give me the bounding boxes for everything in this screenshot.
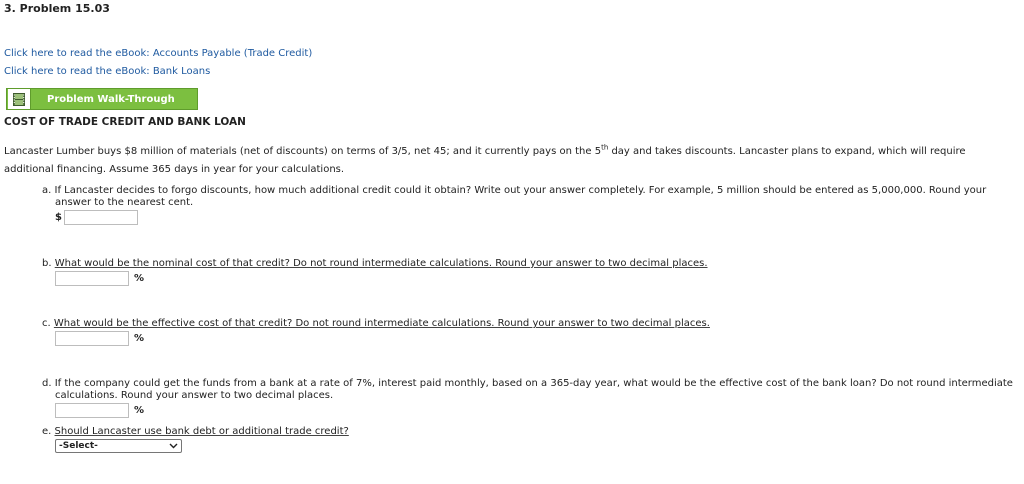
answer-d-row	[55, 403, 144, 418]
question-b	[42, 258, 1017, 270]
answer-b-input[interactable]	[55, 271, 129, 286]
ebook-link-bank-loans[interactable]: Click here to read the eBook: Bank Loans	[4, 66, 211, 77]
answer-a-input[interactable]	[64, 210, 138, 225]
intro-text-2: day and takes discounts. Lancaster plans to expand, which will require additional financing. Assume 365 days in year for your calculations.	[4, 146, 966, 175]
intro-sup: th	[601, 143, 609, 152]
answer-e-select[interactable]	[55, 439, 182, 453]
intro-text-1: Lancaster Lumber buys $8 million of materials (net of discounts) on terms of 3/5, net 45; and it currently pays on the 5	[4, 146, 602, 157]
problem-title: 3. Problem 15.03	[4, 2, 110, 15]
section-heading: COST OF TRADE CREDIT AND BANK LOAN	[4, 116, 246, 128]
question-a-text: If Lancaster decides to forgo discounts, how much additional credit could it obtain? Write out your answer completely. For example, 5 million should be entered as 5,000,000. Round your answer to the nearest cent.	[54, 185, 987, 208]
question-d-letter: d.	[42, 378, 52, 389]
question-b-text: What would be the nominal cost of that credit? Do not round intermediate calculations. Round your answer to two decimal places.	[54, 258, 708, 269]
question-d-text: If the company could get the funds from a bank at a rate of 7%, interest paid monthly, based on a 365-day year, what would be the effective cost of the bank loan? Do not round intermediate calculations. Round your answer to two decimal places.	[54, 378, 1013, 401]
question-c	[42, 318, 1017, 330]
problem-walkthrough-button[interactable]	[6, 88, 198, 110]
answer-d-input[interactable]	[55, 403, 129, 418]
question-e-text: Should Lancaster use bank debt or additional trade credit?	[54, 426, 349, 437]
walkthrough-label: Problem Walk-Through	[47, 93, 175, 105]
question-c-letter: c.	[42, 318, 51, 329]
question-c-text: What would be the effective cost of that credit? Do not round intermediate calculations. Round your answer to two decimal places.	[53, 318, 710, 329]
percent-sign: %	[134, 273, 145, 284]
film-strip-icon	[8, 89, 31, 109]
select-value: -Select-	[59, 441, 98, 451]
percent-sign: %	[134, 333, 145, 344]
question-a	[42, 185, 1017, 209]
dollar-sign: $	[55, 212, 62, 223]
question-a-letter: a.	[42, 185, 52, 196]
question-e-letter: e.	[42, 426, 52, 437]
percent-sign: %	[134, 405, 145, 416]
chevron-down-icon	[169, 442, 178, 453]
answer-b-row	[55, 271, 144, 286]
question-b-letter: b.	[42, 258, 52, 269]
answer-c-row	[55, 331, 144, 346]
problem-intro	[4, 143, 1009, 179]
question-d	[42, 378, 1017, 402]
ebook-link-accounts-payable[interactable]: Click here to read the eBook: Accounts Payable (Trade Credit)	[4, 48, 313, 59]
answer-c-input[interactable]	[55, 331, 129, 346]
answer-a-row	[55, 210, 138, 225]
question-e	[42, 426, 1017, 438]
